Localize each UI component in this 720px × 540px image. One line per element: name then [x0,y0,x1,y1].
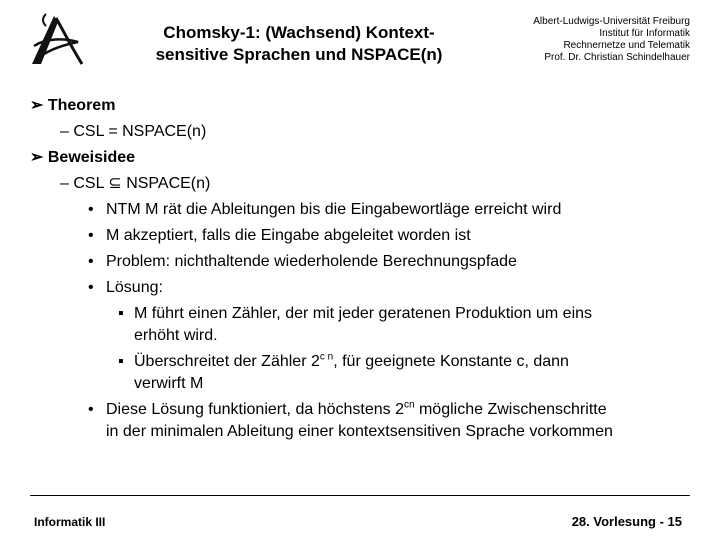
bullet-item [88,200,94,220]
exponent: cn [403,399,415,411]
slide-title-line1: Chomsky-1: (Wachsend) Kontext- [163,23,435,42]
bullet-dot-icon: • [88,253,94,270]
sub-bullet-text: M führt einen Zähler, der mit jeder geratenen Produktion um eins [134,305,593,322]
bullet-text: M akzeptiert, falls die Eingabe abgeleitet worden ist [106,227,471,244]
bullet-text [106,400,607,420]
sub-bullet-text [134,352,569,372]
sub2-suffix: , für geeignete Konstante c, dann [333,353,569,370]
institution-line: Rechnernetze und Telematik [563,40,690,51]
slide-title-line2: sensitive Sprachen und NSPACE(n) [155,45,443,64]
institution-block [533,16,690,64]
footer-page-number: 28. Vorlesung - 15 [571,514,682,529]
subset-symbol: ⊆ [108,175,122,192]
footer-course: Informatik III [34,515,106,529]
last-suffix: mögliche Zwischenschritte [414,401,607,418]
institution-line: Albert-Ludwigs-Universität Freiburg [533,16,690,27]
bullet-dot-icon: • [88,279,94,296]
theorem-label: Theorem [47,97,116,114]
footer-divider [30,495,690,496]
proof-claim [60,174,210,194]
last-prefix: Diese Lösung funktioniert, da höchstens 2 [106,401,404,418]
proof-claim-suffix: NSPACE(n) [126,175,211,192]
institution-line: Institut für Informatik [599,28,690,39]
sub2-prefix: Überschreitet der Zähler 2 [134,353,320,370]
sub-bullet-text-cont: erhöht wird. [134,327,218,344]
bullet-item [88,278,94,298]
bullet-text: Lösung: [106,279,163,296]
proof-claim-prefix: – CSL [60,175,104,192]
bullet-item [88,400,94,420]
theorem-heading [30,96,115,116]
bullet-text: NTM M rät die Ableitungen bis die Eingabewortläge erreicht wird [106,201,562,218]
arrow-bullet-icon: ➢ [30,149,44,166]
university-logo-icon [28,8,88,70]
proof-heading [30,148,135,168]
arrow-bullet-icon: ➢ [30,97,44,114]
bullet-dot-icon: • [88,401,94,418]
square-bullet-icon: ▪ [118,305,124,322]
bullet-item [88,226,94,246]
slide-title [118,22,480,66]
proof-label: Beweisidee [47,149,136,166]
square-bullet-icon: ▪ [118,353,124,370]
bullet-item [88,252,94,272]
theorem-statement: – CSL = NSPACE(n) [60,123,207,140]
exponent: c n [319,351,334,363]
bullet-dot-icon: • [88,201,94,218]
sub-bullet-text-cont: verwirft M [134,375,204,392]
bullet-dot-icon: • [88,227,94,244]
bullet-text-cont: in der minimalen Ableitung einer kontextsensitiven Sprache vorkommen [106,423,613,440]
institution-line: Prof. Dr. Christian Schindelhauer [544,52,690,63]
bullet-text: Problem: nichthaltende wiederholende Berechnungspfade [106,253,517,270]
